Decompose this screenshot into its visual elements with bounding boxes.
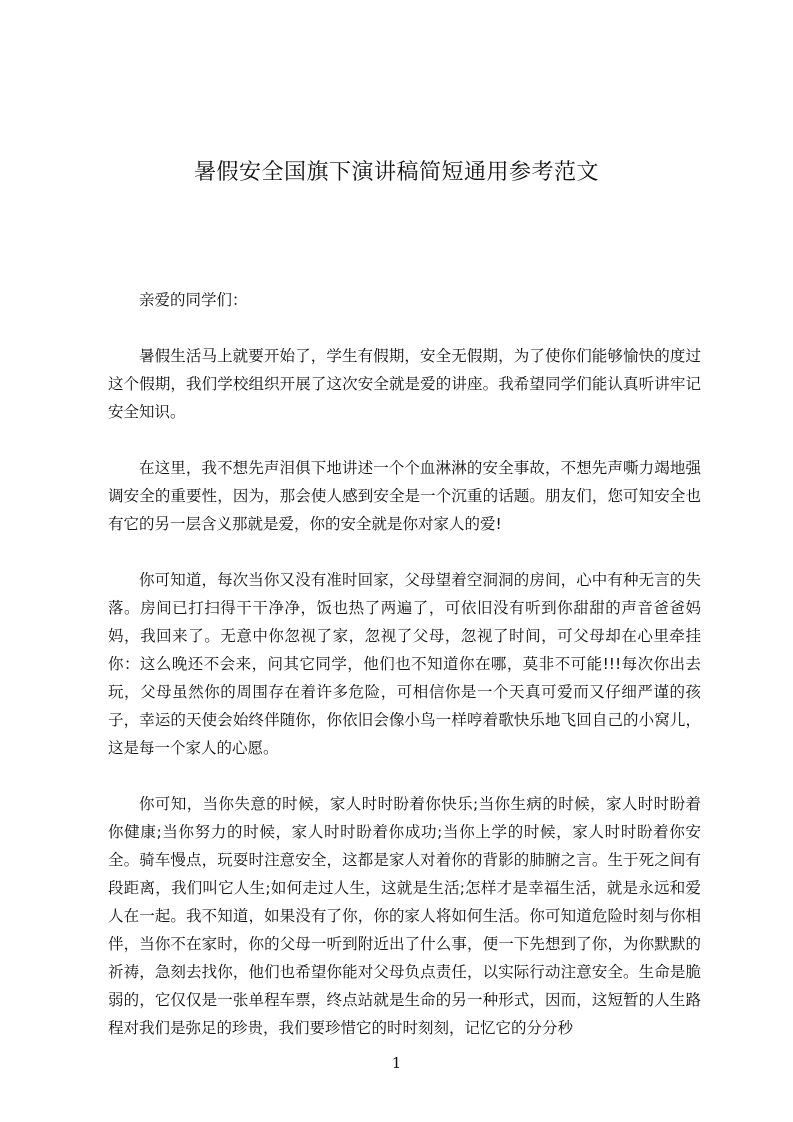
body-paragraph: 你可知道，每次当你又没有准时回家，父母望着空洞洞的房间，心中有种无言的失落。房间已打扫得干干净净，饭也热了两遍了，可依旧没有听到你甜甜的声音爸爸妈妈，我回来了。无意中你忽视了家，忽视了父母，忽视了时间，可父母却在心里牵挂你：这么晚还不会来，问其它同学，他们也不知道你在哪，莫非不可能!!!每次你出去玩，父母虽然你的周围存在着许多危险，可相信你是一个天真可爱而又仔细严谨的孩子，幸运的天使会始终伴随你，你依旧会像小鸟一样哼着歌快乐地飞回自己的小窝儿，这是每一个家人的心愿。 (108, 571, 701, 757)
greeting-paragraph: 亲爱的同学们： (139, 291, 248, 309)
body-paragraph: 在这里，我不想先声泪俱下地讲述一个个血淋淋的安全事故，不想先声嘶力竭地强调安全的重要性，因为，那会使人感到安全是一个沉重的话题。朋友们，您可知安全也有它的另一层含义那就是爱，你的安全就是你对家人的爱! (108, 459, 701, 533)
page-number: 1 (391, 1054, 402, 1072)
body-paragraph: 你可知，当你失意的时候，家人时时盼着你快乐;当你生病的时候，家人时时盼着你健康;当你努力的时候，家人时时盼着你成功;当你上学的时候，家人时时盼着你安全。骑车慢点，玩耍时注意安全，这都是家人对着你的背影的肺腑之言。生于死之间有段距离，我们叫它人生;如何走过人生，这就是生活;怎样才是幸福生活，就是永远和爱人在一起。我不知道，如果没有了你，你的家人将如何生活。你可知道危险时刻与你相伴，当你不在家时，你的父母一听到附近出了什么事，便一下先想到了你，为你默默的祈祷，急刻去找你，他们也希望你能对父母负点责任，以实际行动注意安全。生命是脆弱的，它仅仅是一张单程车票，终点站就是生命的另一种形式，因而，这短暂的人生路程对我们是弥足的珍贵，我们要珍惜它的时时刻刻，记忆它的分分秒 (108, 795, 701, 1037)
body-paragraph: 暑假生活马上就要开始了，学生有假期，安全无假期，为了使你们能够愉快的度过这个假期，我们学校组织开展了这次安全就是爱的讲座。我希望同学们能认真听讲牢记安全知识。 (108, 347, 701, 421)
document-body (108, 286, 701, 1070)
document-title: 暑假安全国旗下演讲稿简短通用参考范文 (193, 159, 599, 185)
